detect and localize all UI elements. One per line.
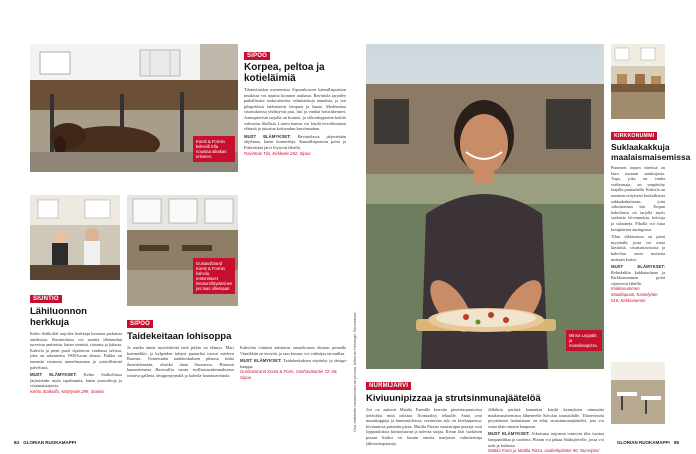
tag-siuntio: SIUNTIO [30, 295, 62, 303]
title-nurmijarvi: Kiviuunipizzaa ja strutsinmunajäätelöä [366, 393, 541, 404]
extra-label-sipoo-bottom: MUST ELÄMYKSET: [240, 358, 282, 364]
address-nurmijarvi: Mattila Farm ja Mattila Pizza, Uudenkyläntie 90, Nurmijärvi [488, 448, 600, 454]
photo-cafe-tables [611, 362, 665, 424]
body-nurmijarvi: Joo on aatturut Mattila Farmille kerrottu pizzeriaopastoissa tietäväksi mitä odottaa. Normaalisy tekuulle. Siinä ovat munakuppeja ja lammasiiloissa, ravintolan talo on kivikaapeissa, kiviuunissa paistettu pizza. Mattila Pizzan surutstrapm pizzaja ovat lopputuloksia kiinnostavan ja tulevaa sarjaa. Kivun liiat suolaisen pizzan lisäksi on farmin omista marjoista valmistettuja jälkiruokapizzoja. [366, 407, 482, 446]
article-sipoo-bottom [127, 312, 347, 381]
photo-cafe [611, 44, 665, 119]
caption-dog: Konst & Formin kekoviš Ella noustaa aikakan ortiveen. [193, 136, 235, 162]
footer-right [617, 440, 682, 445]
extra-kirkkonummi [611, 264, 665, 286]
extra-nurmijarvi [488, 431, 604, 448]
body-siuntio: Kehto Stalkolfal tarjoilee herkkuja luonnon parhaista aineksista. Ravintolassa voi nauttia lähiseudun tuoreista antimista, kuten sienistä, riistasta ja kalasta. Kahvila ja pieni puoti sijaitsevat vanhassa talossa, joka on rakennettu 1900-luvun alussa. Paikka on tunnettu rennosta tunnelmastaan ja ystävällisestä palvelusta. [30, 331, 122, 370]
title-siuntio: Lähiluonnon herkkuja [30, 306, 87, 328]
address-siuntio: Kehto Stalkolfa, Nittylyntie 299, Siuntio [30, 388, 104, 394]
address-sipoo-top: Ravintola Tila, Kirkkotie 262, Sipoo [244, 150, 311, 156]
extra-text-sipoo-bottom: Taidekeskuksen näyttelyt ja design-kauppa. [240, 358, 348, 369]
page-number-left: 84 [14, 440, 20, 445]
caption-chef: Minna Leppälä ja mansikanpizza. [566, 330, 602, 351]
tag-kirkkonummi: KIRKKONUMMI [611, 132, 657, 140]
title-sipoo-bottom: Taidekeitaan lohisoppa [127, 331, 232, 342]
page-number-right: 85 [673, 440, 679, 445]
body2-nurmijarvi: Jälkikiin perästä kannattaa käydä kynnyksen minuuttia maalaismaisemissa lähteneelle Ketolan strutsitilalle. Tilaravintola pöytäisensä herkuistaan on tehty strutsinmunajäätelöä, jota voi ostaa tilan omasta kaupasta. [488, 407, 604, 429]
extra-label-sipoo-top: MUST ELÄMYKSET: [244, 133, 291, 139]
extra-label-nurmijarvi: MUST ELÄMYKSET: [488, 431, 530, 437]
article-siuntio [30, 287, 122, 395]
footer-label-left: GLORIAN RUOKAMAPPI [23, 440, 77, 445]
body2-sipoo-bottom: Kahvilan viininsä adottavat omatekoisen olutsan pinnalle. Vinnikkän on terryttä, ja taas kuvaus voi valitsijaa tarvanllaa. [240, 345, 347, 356]
article-sipoo-top [244, 44, 346, 156]
photo-restaurant [30, 195, 120, 280]
extra-label-kirkkonummi: MUST ELÄMYKSET: [611, 264, 665, 270]
address-sipoo-bottom: Gumbostrand Konst & Form, Vanhasätantie 72–28, Sipoo [240, 369, 338, 380]
extra-sipoo-top [244, 134, 346, 151]
caption-restaurant: Gustavsbrand Konst & Formin kahvila restorelavet kesäuro/löytäminen jos taas ollessaan. [193, 258, 235, 294]
title-sipoo-top: Korpea, peltoa ja kotieläimiä [244, 62, 325, 84]
footer-label-right: GLORIAN RUOKAMAPPI [616, 440, 670, 445]
footer-left [14, 440, 76, 445]
extra-siuntio [30, 372, 122, 389]
tag-sipoo-bottom: SIPOO [127, 320, 153, 328]
extra-label-siuntio: MUST ELÄMYKSET: [30, 372, 77, 378]
extra-text-nurmijarvi: Aikuisaan tarjoama toimivat tilia tuottaa lampaanlihaa ja tuotteita. Pizzan voi jatkaa Sääksjärvelle, jossa voi uida ja kalastaa. [488, 431, 604, 448]
article-kirkkonummi [611, 124, 691, 303]
body-kirkkonummi: Punaisen torpan väreissä on kuin suoraan satukirjasta. Tupa, joka on vanha sotilasmaja, on ympäröity laajalla puutarhalla. Kahvila on tunnettu erityisesti herkullisista suklaakakuistaan, joita valmistetaan itse. Torpan kahvilassa on tarjolla myös suolaisia leivonnaisia, keittoja ja salaatteja. Pihalla voi istua kesäpäivinä auringossa. [611, 165, 665, 232]
tag-nurmijarvi: NURMIJÄRVI [366, 382, 411, 390]
title-kirkkonummi: Suklaakakkuja maalaismaisemissa [611, 142, 691, 162]
extra-sipoo-bottom [240, 358, 347, 369]
extra-text-sipoo-top: Ravintolassa järjestetään ohjelmaa, kuten konsertteja. Kansallispuiston polut ja Fiskträskin järvi löytyvät lähellä. [244, 133, 346, 150]
body-sipoo-top: Tilaravintolan maisemissa Sipoonkorven kansallispuiston mutkissa voi nauttia luonnon rauhasta. Ravintola tarjoilee paikallisista raaka-aineista valmistettuja annoksia, ja sen pihapiirissä laiduntavat lampaat ja kanat. Modernissa sisustuksessa yhdistyvät puu, lasi ja vanhat hirsirakenteet. Aamupäivisin tarjolla on brunssi, ja viikonloppuisin keittiö valmistaa illallisia. Lasten kanssa voi käydä tervehtimässä eläimiä ja tutustua kotiseudun kasvimaahan. [244, 87, 346, 132]
extra-text-siuntio: Kehto Stalkolfassa järjestetään myös tapahtumia, kuten juustoiltoja ja viinimaistajaisia. [30, 372, 123, 389]
tag-sipoo-top: SIPOO [244, 52, 270, 60]
extra-text-kirkkonummi: Rehodahlia kukkatarhaan ja Kirkkonummen polut sijaitsevat lähellä. [611, 269, 665, 286]
address-kirkkonummi: Kirkkonummen Maatilapuoti, Kastelyntie 516, Kirkkonummi [611, 286, 658, 303]
article-nurmijarvi [366, 374, 604, 454]
photo-chef [366, 44, 604, 369]
body2-kirkkonummi: Tilan yläkerrassa on pieni myymälä, josta voi ostaa käsitöitä, sisustustavaroita ja kahvilan omia tuotteita mukaan kotiin. [611, 234, 665, 262]
gutter-credit: Osa artikkelin ravintoloista on jaossa Jolkeras Helsingin Sanomissa. [352, 311, 357, 432]
body-sipoo-bottom: Jo matka tänne myötäilevää tietä pitkin on elämys. Mari kommelikö, ja kylpeiden talojen puutarhat tuovat mieleen Ruotsin. Viimeistään taidekeskuksen pihassa tietää ihmettelemään, olisiiko tämä Suomessa. Hienosti kunnostetussa Hartwallin suvun teollisuusrakennuksessa toimiva galleria, designmyymälä ja kahvila-lounasravintola. [127, 345, 234, 378]
